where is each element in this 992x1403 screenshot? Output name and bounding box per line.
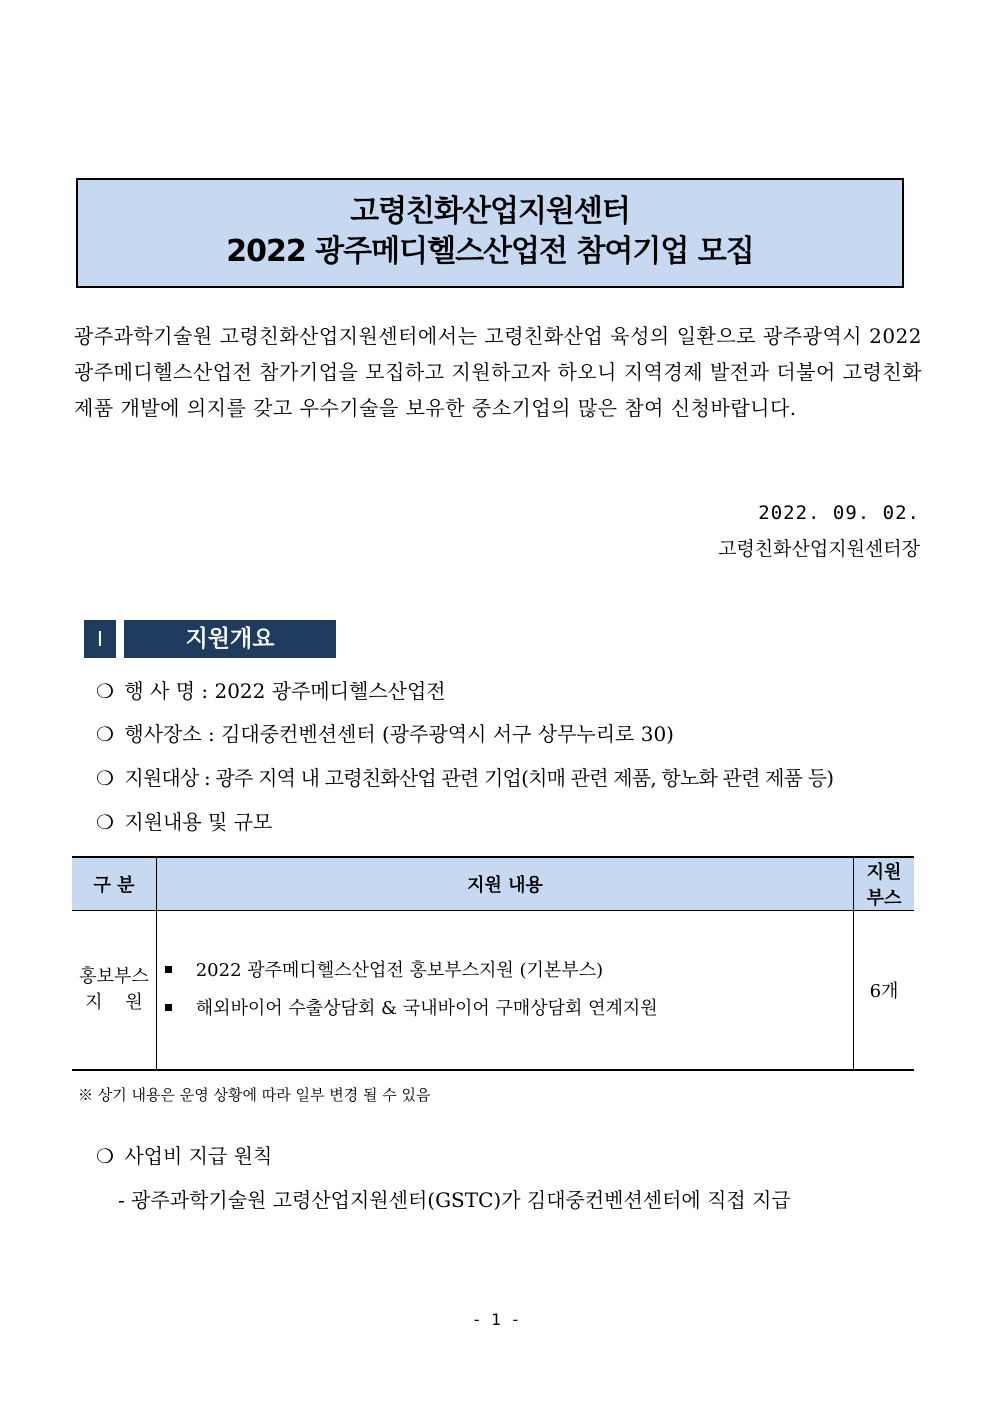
category-line1: 홍보부스	[79, 966, 149, 987]
row-items	[157, 911, 854, 1071]
square-bullet-icon	[165, 966, 172, 973]
bullet-text: 지원내용 및 규모	[124, 810, 273, 834]
header-category: 구 분	[72, 857, 157, 911]
title-line-2: 2022 광주메디헬스산업전 참여기업 모집	[226, 234, 754, 269]
table-note: ※ 상기 내용은 운영 상황에 따라 일부 변경 될 수 있음	[78, 1086, 431, 1104]
title-line-1: 고령친화산업지원센터	[350, 194, 630, 229]
list-item	[165, 990, 853, 1028]
bullet-content-scale	[96, 806, 272, 835]
bullet-text: 행 사 명 : 2022 광주메디헬스산업전	[124, 679, 446, 703]
list-item	[165, 952, 853, 990]
item-text: 2022 광주메디헬스산업전 홍보부스지원 (기본부스)	[195, 960, 604, 981]
issue-date: 2022. 09. 02.	[758, 502, 920, 524]
header-content: 지원 내용	[157, 857, 854, 911]
circle-bullet-icon: ❍	[96, 722, 114, 746]
bullet-text: 지원대상 : 광주 지역 내 고령친화산업 관련 기업(치매 관련 제품, 항노화 관련 제품 등)	[124, 766, 834, 790]
table-row	[72, 911, 914, 1071]
square-bullet-icon	[165, 1004, 172, 1011]
bullet-venue	[96, 718, 674, 747]
intro-paragraph: 광주과학기술원 고령친화산업지원센터에서는 고령친화산업 육성의 일환으로 광주광역시 2022 광주메디헬스산업전 참가기업을 모집하고 지원하고자 하오니 지역경제 발전과 더불어 고령친화제품 개발에 의지를 갖고 우수기술을 보유한 중소기업의 많은 참여 신청바랍니다.	[74, 324, 922, 420]
circle-bullet-icon: ❍	[96, 679, 114, 703]
section-title: 지원개요	[124, 620, 336, 658]
issuer-name: 고령친화산업지원센터장	[718, 538, 920, 560]
table-header-row	[72, 857, 914, 911]
row-category	[72, 911, 157, 1071]
row-booths: 6개	[854, 911, 915, 1071]
circle-bullet-icon: ❍	[96, 1144, 114, 1168]
header-booths-line1: 지원	[866, 862, 902, 883]
bullet-event-name	[96, 675, 446, 704]
title-box	[76, 178, 904, 288]
section-number: Ⅰ	[84, 620, 116, 658]
circle-bullet-icon: ❍	[96, 766, 114, 790]
bullet-text: 사업비 지급 원칙	[124, 1144, 273, 1168]
circle-bullet-icon: ❍	[96, 810, 114, 834]
bullet-target	[96, 762, 833, 791]
payment-detail: - 광주과학기술원 고령산업지원센터(GSTC)가 김대중컨벤션센터에 직접 지급	[118, 1188, 791, 1212]
header-booths	[854, 857, 915, 911]
bullet-payment	[96, 1140, 272, 1169]
page-number: - 1 -	[471, 1310, 521, 1329]
item-text: 해외바이어 수출상담회 & 국내바이어 구매상담회 연계지원	[195, 998, 658, 1019]
bullet-text: 행사장소 : 김대중컨벤션센터 (광주광역시 서구 상무누리로 30)	[124, 722, 674, 746]
category-line2: 지 원	[85, 992, 143, 1013]
support-table	[72, 856, 914, 1071]
header-booths-line2: 부스	[866, 888, 902, 909]
